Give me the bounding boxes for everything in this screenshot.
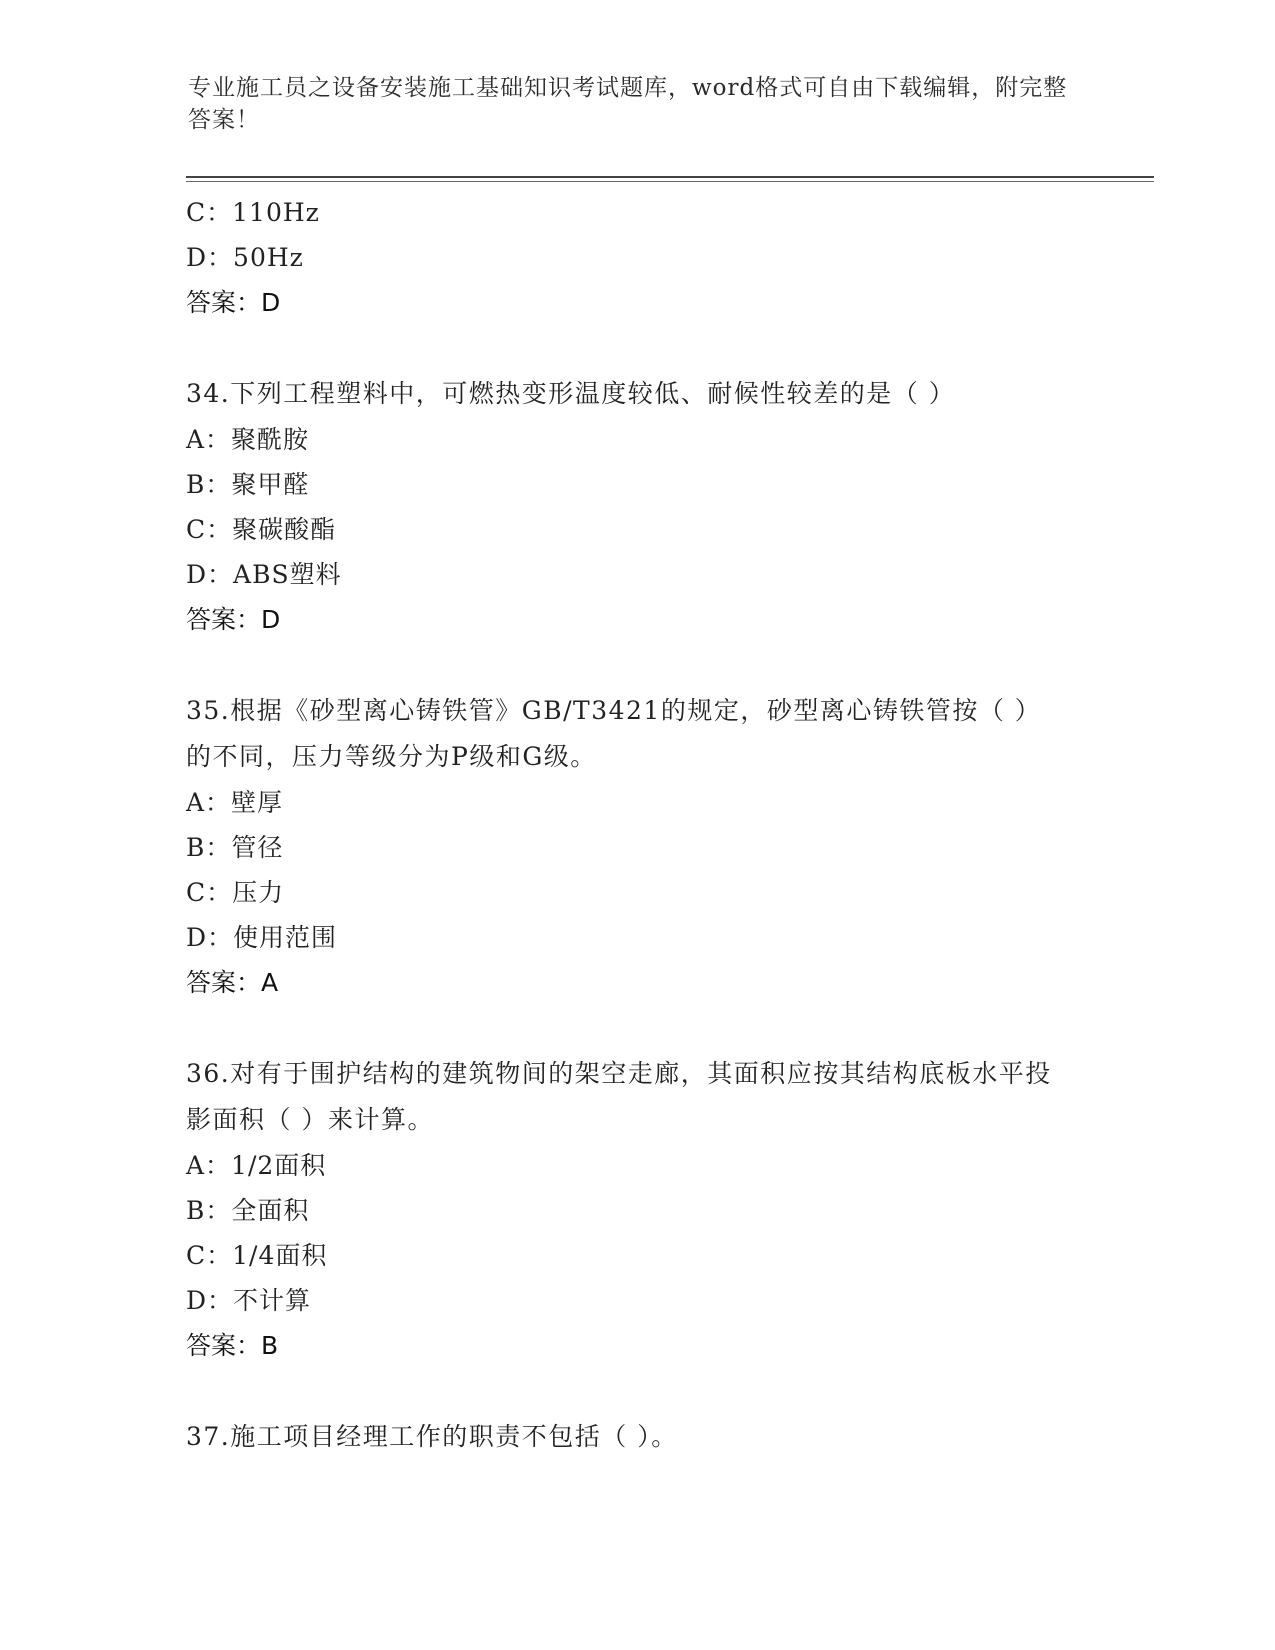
option-a: A：聚酰胺 <box>186 425 310 454</box>
option-a: A：1/2面积 <box>186 1151 327 1180</box>
page-header-title: 专业施工员之设备安装施工基础知识考试题库，word格式可自由下载编辑，附完整答案！ <box>188 75 1068 133</box>
option-b: B：聚甲醛 <box>186 470 310 499</box>
option-d: D：50Hz <box>186 243 304 272</box>
question-37 <box>186 1414 1086 1460</box>
option-c: C：1/4面积 <box>186 1241 328 1270</box>
answer-line: 答案：D <box>186 288 281 317</box>
question-list <box>186 190 1086 1460</box>
header-divider <box>186 176 1154 178</box>
option-d: D：ABS塑料 <box>186 560 342 589</box>
answer-line: 答案：A <box>186 968 279 997</box>
header-divider-thin <box>186 181 1154 182</box>
answer-line: 答案：B <box>186 1331 279 1360</box>
option-b: B：全面积 <box>186 1196 310 1225</box>
option-d: D：使用范围 <box>186 923 338 952</box>
answer-line: 答案：D <box>186 605 281 634</box>
option-a: A：壁厚 <box>186 788 284 817</box>
question-33-continued <box>186 190 1086 325</box>
question-text: 37.施工项目经理工作的职责不包括（ ）。 <box>186 1422 678 1451</box>
question-text: 35.根据《砂型离心铸铁管》GB/T3421的规定，砂型离心铸铁管按（ ）的不同，压力等级分为P级和G级。 <box>186 696 1042 771</box>
question-35 <box>186 688 1086 1005</box>
option-d: D：不计算 <box>186 1286 312 1315</box>
question-36 <box>186 1051 1086 1368</box>
question-text: 34.下列工程塑料中，可燃热变形温度较低、耐候性较差的是（ ） <box>186 379 956 408</box>
option-c: C：聚碳酸酯 <box>186 515 337 544</box>
question-text: 36.对有于围护结构的建筑物间的架空走廊，其面积应按其结构底板水平投影面积（ ）来计算。 <box>186 1059 1052 1134</box>
option-b: B：管径 <box>186 833 284 862</box>
option-c: C：110Hz <box>186 198 320 227</box>
option-c: C：压力 <box>186 878 285 907</box>
question-34 <box>186 371 1086 642</box>
